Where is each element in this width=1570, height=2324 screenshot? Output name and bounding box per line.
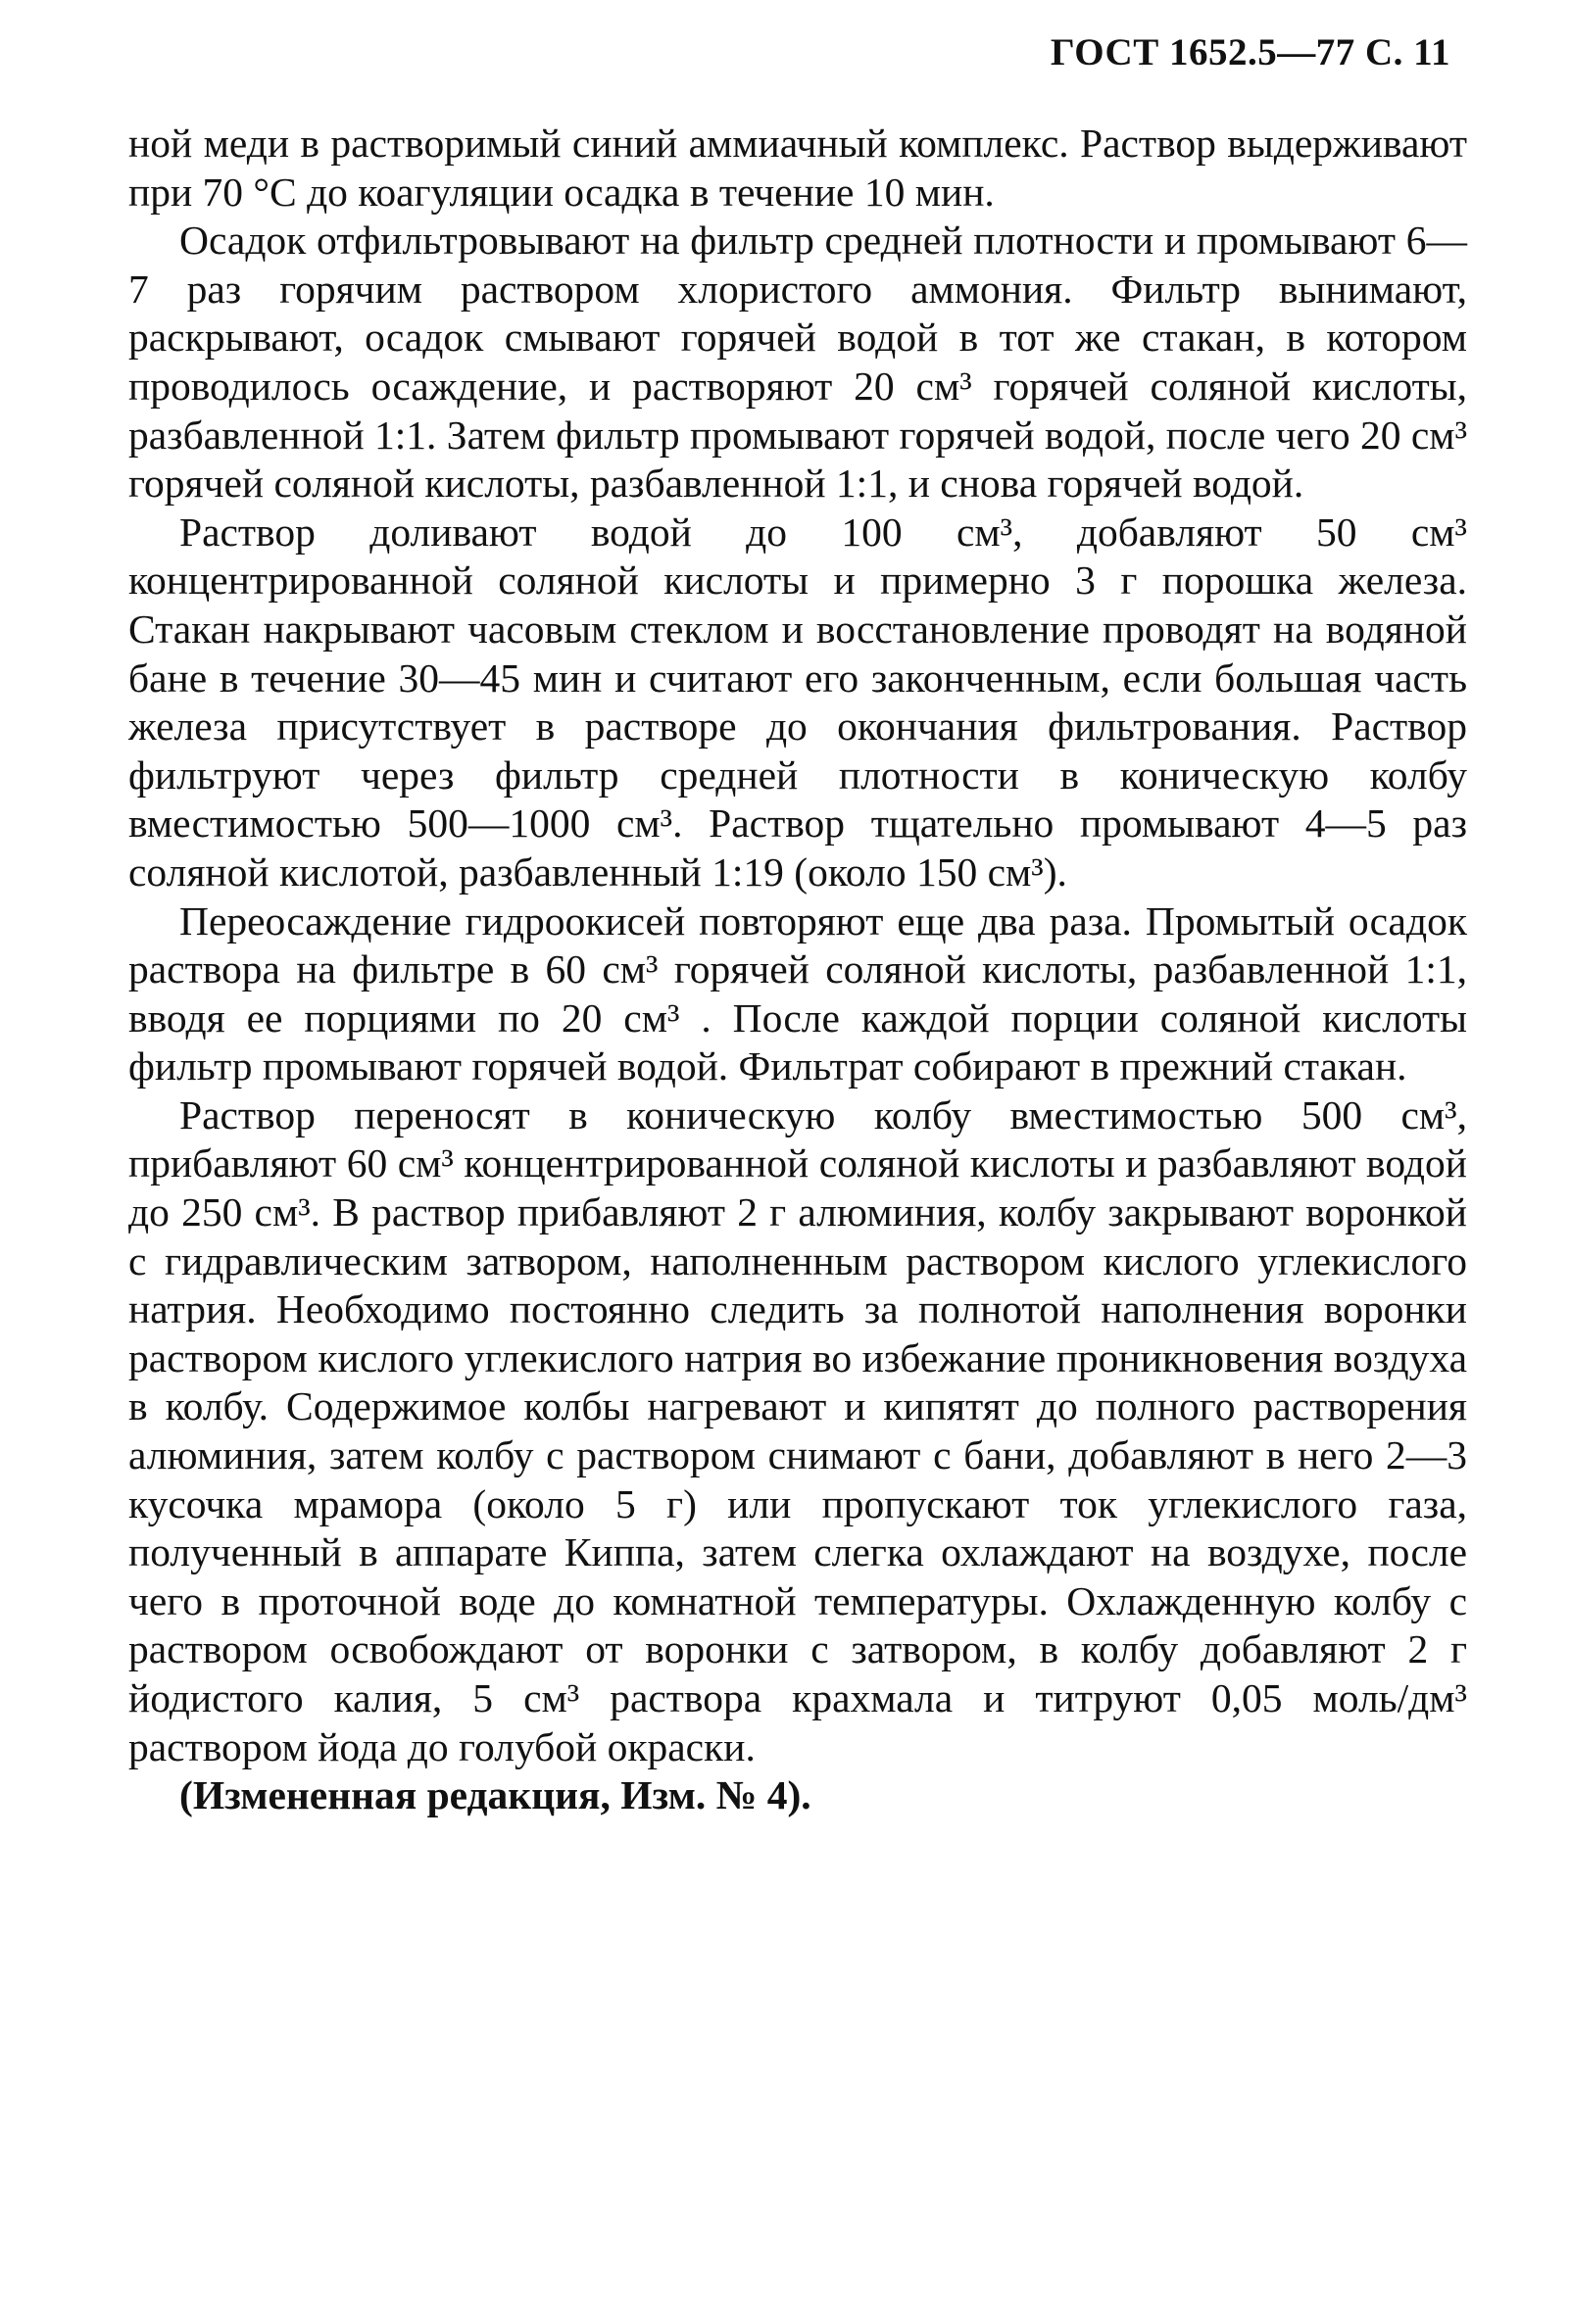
paragraph-continuation: ной меди в растворимый синий аммиачный комплекс. Раствор выдерживают при 70 °С до коагуляции осадка в течение 10 мин.	[128, 121, 1467, 215]
document-body	[128, 120, 1467, 1820]
paragraph-titration: Раствор переносят в коническую колбу вместимостью 500 см³, прибавляют 60 см³ концентрированной соляной кислоты и разбавляют водой до 250 см³. В раствор прибавляют 2 г алюминия, колбу закрывают воронкой с гидравлическим затвором, наполненным раствором кислого углекислого натрия. Необходимо постоянно следить за полнотой наполнения воронки раствором кислого углекислого натрия во избежание проникновения воздуха в колбу. Содержимое колбы нагревают и кипятят до полного растворения алюминия, затем колбу с раствором снимают с бани, добавляют в него 2—3 кусочка мрамора (около 5 г) или пропускают ток углекислого газа, полученный в аппарате Киппа, затем слегка охлаждают на воздухе, после чего в проточной воде до комнатной температуры. Охлажденную колбу с раствором освобождают от воронки с затвором, в колбу добавляют 2 г йодистого калия, 5 см³ раствора крахмала и титруют 0,05 моль/дм³ раствором йода до голубой окраски.	[128, 1091, 1467, 1769]
paragraph-filtration: Осадок отфильтровывают на фильтр средней плотности и промывают 6—7 раз горячим раствором хлористого аммония. Фильтр вынимают, раскрывают, осадок смывают горячей водой в тот же стакан, в котором проводилось осаждение, и растворяют 20 см³ горячей соляной кислоты, разбавленной 1:1. Затем фильтр промывают горячей водой, после чего 20 см³ горячей соляной кислоты, разбавленной 1:1, и снова горячей водой.	[128, 218, 1468, 507]
amendment-note: (Измененная редакция, Изм. № 4).	[179, 1772, 811, 1818]
page-header: ГОСТ 1652.5—77 С. 11	[1050, 31, 1450, 73]
paragraph-reduction: Раствор доливают водой до 100 см³, добавляют 50 см³ концентрированной соляной кислоты и примерно 3 г порошка железа. Стакан накрывают часовым стеклом и восстановление проводят на водяной бане в течение 30—45 мин и считают его законченным, если большая часть железа присутствует в растворе до окончания фильтрования. Раствор фильтруют через фильтр средней плотности в коническую колбу вместимостью 500—1000 см³. Раствор тщательно промывают 4—5 раз соляной кислотой, разбавленный 1:19 (около 150 см³).	[128, 508, 1467, 895]
paragraph-reprecipitation: Переосаждение гидроокисей повторяют еще два раза. Промытый осадок раствора на фильтре в 60 см³ горячей соляной кислоты, разбавленной 1:1, вводя ее порциями по 20 см³ . После каждой порции соляной кислоты фильтр промывают горячей водой. Фильтрат собирают в прежний стакан.	[128, 897, 1467, 1089]
